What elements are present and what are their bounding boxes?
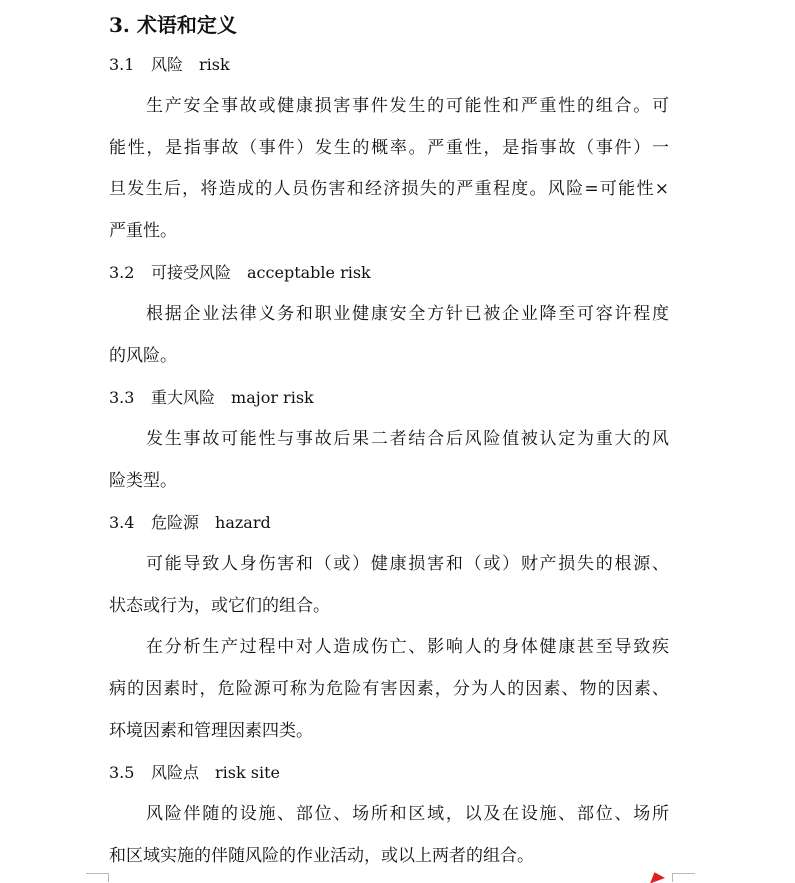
definition-line: 能性，是指事故（事件）发生的概率。严重性，是指事故（事件）一 <box>109 138 669 158</box>
definition-line: 在分析生产过程中对人造成伤亡、影响人的身体健康甚至导致疾 <box>146 637 669 657</box>
definition-line: 的风险。 <box>109 346 177 366</box>
term-number: 3.4 <box>109 513 135 532</box>
term-number: 3.3 <box>109 388 135 407</box>
term-heading-major-risk <box>109 387 314 409</box>
term-en: acceptable risk <box>247 263 371 282</box>
definition-line: 发生事故可能性与事故后果二者结合后风险值被认定为重大的风 <box>146 429 669 449</box>
definition-line: 状态或行为，或它们的组合。 <box>109 596 330 616</box>
term-cn: 风险 <box>151 55 184 74</box>
term-number: 3.5 <box>109 763 135 782</box>
definition-line: 风险伴随的设施、部位、场所和区域，以及在设施、部位、场所 <box>146 804 669 824</box>
definition-line: 可能导致人身伤害和（或）健康损害和（或）财产损失的根源、 <box>146 554 669 574</box>
term-heading-acceptable-risk <box>109 262 371 284</box>
definition-line: 根据企业法律义务和职业健康安全方针已被企业降至可容许程度 <box>146 304 669 324</box>
term-number: 3.1 <box>109 55 135 74</box>
definition-line: 险类型。 <box>109 471 177 491</box>
term-cn: 风险点 <box>151 763 200 782</box>
definition-line: 病的因素时，危险源可称为危险有害因素，分为人的因素、物的因素、 <box>109 679 669 699</box>
term-en: hazard <box>215 513 271 532</box>
definition-line: 生产安全事故或健康损害事件发生的可能性和严重性的组合。可 <box>146 96 669 116</box>
term-number: 3.2 <box>109 263 135 282</box>
definition-line: 旦发生后，将造成的人员伤害和经济损失的严重程度。风险=可能性× <box>109 179 669 199</box>
definition-line: 环境因素和管理因素四类。 <box>109 721 313 741</box>
term-cn: 重大风险 <box>151 388 216 407</box>
definition-line: 和区域实施的伴随风险的作业活动，或以上两者的组合。 <box>109 846 534 866</box>
term-heading-risk <box>109 54 230 76</box>
term-cn: 可接受风险 <box>151 263 232 282</box>
term-en: risk <box>199 55 230 74</box>
term-cn: 危险源 <box>151 513 200 532</box>
term-heading-hazard <box>109 512 271 534</box>
term-en: risk site <box>215 763 280 782</box>
section-heading: 3. 术语和定义 <box>109 13 237 37</box>
definition-line: 严重性。 <box>109 221 177 241</box>
term-heading-risk-site <box>109 762 280 784</box>
term-en: major risk <box>231 388 314 407</box>
